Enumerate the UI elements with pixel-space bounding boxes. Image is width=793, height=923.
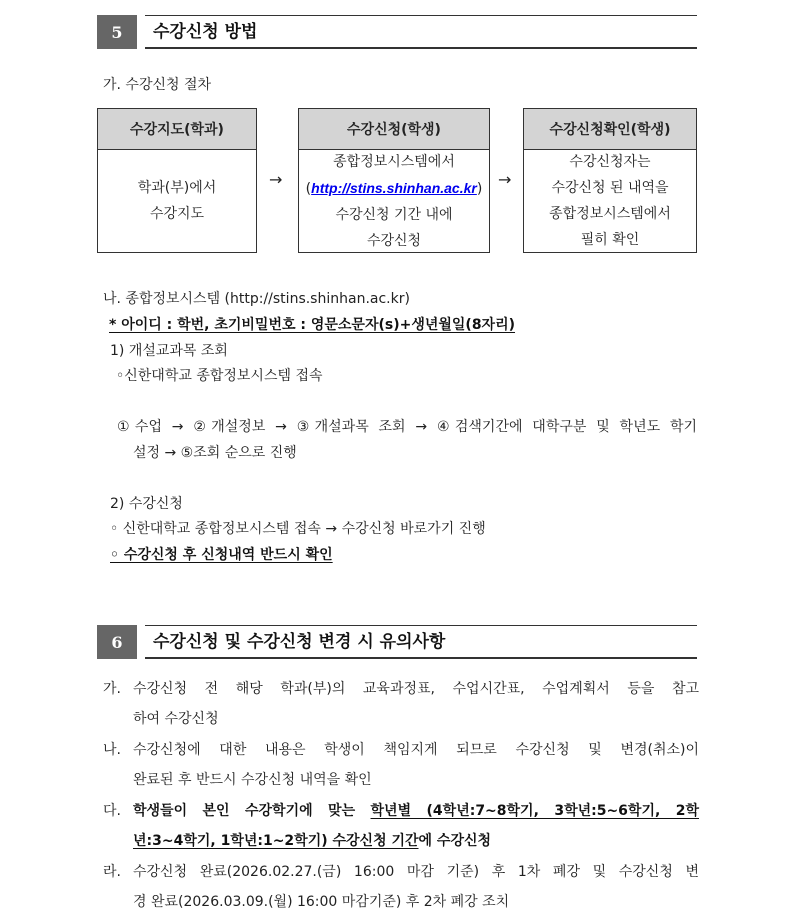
flow-box-head: 수강지도(학과) bbox=[98, 109, 256, 150]
subheading-a: 가. 수강신청 절차 bbox=[103, 77, 212, 93]
arrow-right-icon: → bbox=[498, 170, 512, 189]
notice-label: 다. bbox=[103, 803, 121, 819]
notice-item bbox=[103, 674, 699, 734]
login-note: * 아이디 : 학번, 초기비밀번호 : 영문소문자(s)+생년월일(8자리) bbox=[109, 317, 516, 333]
flow-line: 종합정보시스템에서 bbox=[333, 153, 455, 170]
notice-line: 하여 수강신청 bbox=[133, 711, 219, 727]
item-1-steps-cont: 설정 → ⑤조회 순으로 진행 bbox=[133, 445, 297, 461]
flow-box-body bbox=[98, 150, 256, 252]
flow-box-body bbox=[524, 150, 696, 252]
flow-line: 필히 확인 bbox=[580, 232, 640, 248]
item-1-steps: ①수업 → ②개설정보 → ③개설과목 조회 → ④검색기간에 대학구분 및 학년도 학기 bbox=[117, 419, 697, 435]
flow-line: 수강신청 bbox=[366, 232, 422, 249]
item-1-bullet: ◦신한대학교 종합정보시스템 접속 bbox=[116, 368, 323, 384]
flow-box-head: 수강신청(학생) bbox=[299, 109, 489, 150]
notice-line bbox=[133, 826, 699, 856]
notice-item bbox=[103, 857, 699, 917]
notice-emphasis: 학년별 (4학년:7~8학기, 3학년:5~6학기, 2학 bbox=[370, 803, 699, 819]
flow-line: 수강지도 bbox=[149, 206, 205, 222]
flow-line: 종합정보시스템에서 bbox=[549, 206, 671, 222]
notice-line: 수강신청에 대한 내용은 학생이 책임지게 되므로 수강신청 및 변경(취소)이 bbox=[133, 742, 699, 758]
subheading-b: 나. 종합정보시스템 (http://stins.shinhan.ac.kr) bbox=[103, 291, 410, 307]
item-2-bullet: ◦ 신한대학교 종합정보시스템 접속 → 수강신청 바로가기 진행 bbox=[110, 521, 486, 537]
flow-link-line bbox=[306, 175, 483, 202]
item-2-title: 2) 수강신청 bbox=[110, 496, 183, 512]
notice-label: 가. bbox=[103, 681, 121, 697]
notice-line: 경 완료(2026.03.09.(월) 16:00 마감기준) 후 2차 폐강 조치 bbox=[133, 894, 510, 910]
section-5-number: 5 bbox=[97, 15, 137, 49]
paren: ( bbox=[305, 180, 312, 197]
notice-line: 완료된 후 반드시 수강신청 내역을 확인 bbox=[133, 772, 372, 788]
flow-box-head: 수강신청확인(학생) bbox=[524, 109, 696, 150]
notice-item bbox=[103, 735, 699, 795]
section-5-header bbox=[97, 15, 697, 49]
flow-line: 수강신청 기간 내에 bbox=[335, 206, 453, 223]
item-1-title: 1) 개설교과목 조회 bbox=[110, 343, 228, 359]
flow-box-registration bbox=[298, 108, 490, 253]
notice-line: 수강신청 전 해당 학과(부)의 교육과정표, 수업시간표, 수업계획서 등을 참고 bbox=[133, 681, 699, 697]
flow-line: 수강신청자는 bbox=[569, 154, 651, 170]
item-2-check: ◦ 수강신청 후 신청내역 반드시 확인 bbox=[110, 547, 333, 563]
notice-text: 에 수강신청 bbox=[418, 833, 492, 849]
notice-text: 학생들이 본인 수강학기에 맞는 bbox=[133, 803, 371, 819]
system-link[interactable]: http://stins.shinhan.ac.kr bbox=[311, 179, 477, 196]
notice-emphasis: 년:3~4학기, 1학년:1~2학기) 수강신청 기간 bbox=[133, 833, 419, 849]
section-6-number: 6 bbox=[97, 625, 137, 659]
flow-line: 학과(부)에서 bbox=[137, 180, 217, 196]
notice-label: 라. bbox=[103, 864, 121, 880]
flow-line: 수강신청 된 내역을 bbox=[551, 180, 669, 196]
section-6-title: 수강신청 및 수강신청 변경 시 유의사항 bbox=[153, 632, 446, 652]
notice-line bbox=[133, 796, 699, 826]
notice-label: 나. bbox=[103, 742, 121, 758]
divider bbox=[145, 47, 697, 49]
flow-box-guidance bbox=[97, 108, 257, 253]
flow-box-confirm bbox=[523, 108, 697, 253]
arrow-right-icon: → bbox=[269, 170, 283, 189]
notice-item bbox=[103, 796, 699, 856]
flow-box-body bbox=[299, 150, 489, 252]
notice-line: 수강신청 완료(2026.02.27.(금) 16:00 마감 기준) 후 1차 폐강 및 수강신청 변 bbox=[133, 864, 699, 880]
section-5-title: 수강신청 방법 bbox=[153, 22, 258, 42]
divider bbox=[145, 657, 697, 659]
paren: ) bbox=[476, 180, 483, 197]
section-6-header bbox=[97, 625, 697, 659]
